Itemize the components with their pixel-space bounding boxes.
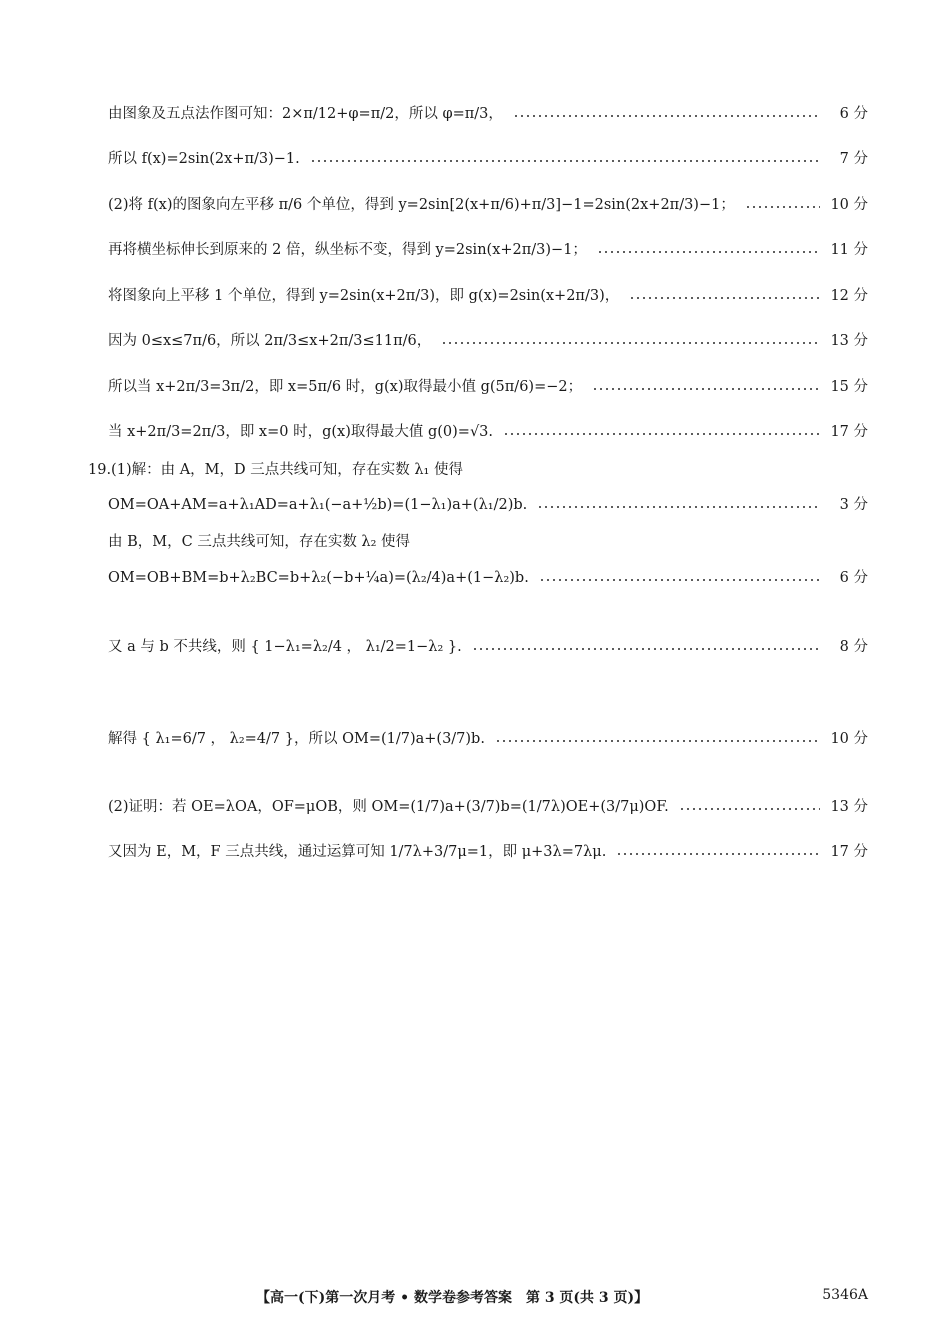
score-label: 10 分 [830,731,868,747]
q19-line-7 [108,798,868,816]
answer-text: 解得 { λ₁=6/7 ， λ₂=4/7 }，所以 OM=(1/7)a+(3/7)b. [108,731,485,747]
answer-text: 19.(1)解：由 A，M，D 三点共线可知，存在实数 λ₁ 使得 [88,462,463,478]
score-label: 10 分 [830,197,868,213]
answer-text: OM=OA+AM=a+λ₁AD=a+λ₁(−a+½b)=(1−λ₁)a+(λ₁/2)b. [108,497,528,513]
q19-line-2 [108,496,868,514]
leader-dots [679,808,820,810]
answer-text: 所以当 x+2π/3=3π/2，即 x=5π/6 时，g(x)取得最小值 g(5π/6)=−2； [108,379,583,395]
answer-text: OM=OB+BM=b+λ₂BC=b+λ₂(−b+¼a)=(λ₂/4)a+(1−λ₂)b. [108,570,529,586]
answer-line-3 [108,196,868,214]
answer-text: (2)将 f(x)的图象向左平移 π/6 个单位，得到 y=2sin[2(x+π/6)+π/3]−1=2sin(2x+2π/3)−1； [108,197,735,213]
score-label: 13 分 [830,333,868,349]
leader-dots [539,579,820,581]
leader-dots [441,342,820,344]
answer-text: 当 x+2π/3=2π/3，即 x=0 时，g(x)取得最大值 g(0)=√3. [108,424,494,440]
leader-dots [629,297,820,299]
answer-text: 由 B，M，C 三点共线可知，存在实数 λ₂ 使得 [108,534,411,550]
q19-line-5 [108,638,868,656]
score-label: 6 分 [839,106,868,122]
score-label: 3 分 [839,497,868,513]
answer-text: 因为 0≤x≤7π/6，所以 2π/3≤x+2π/3≤11π/6， [108,333,432,349]
answer-line-2 [108,150,868,168]
answer-line-4 [108,241,868,259]
score-label: 11 分 [830,242,868,258]
footer-title: 【高一(下)第一次月考 • 数学卷参考答案 第 3 页(共 3 页)】 [256,1290,649,1306]
leader-dots [537,506,820,508]
q19-line-3 [108,533,868,551]
q19-line-1 [88,461,848,479]
answer-text: 将图象向上平移 1 个单位，得到 y=2sin(x+2π/3)，即 g(x)=2sin(x+2π/3)， [108,288,620,304]
q19-line-8 [108,843,868,861]
score-label: 13 分 [830,799,868,815]
q19-line-6 [108,730,868,748]
leader-dots [616,853,820,855]
answer-text: 由图象及五点法作图可知：2×π/12+φ=π/2，所以 φ=π/3， [108,106,503,122]
answer-text: 又因为 E，M，F 三点共线，通过运算可知 1/7λ+3/7μ=1，即 μ+3λ=7λμ. [108,844,607,860]
score-label: 6 分 [839,570,868,586]
leader-dots [592,388,820,390]
answer-text: 再将横坐标伸长到原来的 2 倍，纵坐标不变，得到 y=2sin(x+2π/3)−1； [108,242,587,258]
answer-line-7 [108,378,868,396]
leader-dots [472,648,820,650]
q19-line-4 [108,569,868,587]
score-label: 17 分 [830,424,868,440]
leader-dots [310,160,820,162]
leader-dots [597,251,820,253]
answer-line-6 [108,332,868,350]
leader-dots [495,740,820,742]
answer-line-1 [108,105,868,123]
answer-line-5 [108,287,868,305]
leader-dots [503,433,820,435]
leader-dots [745,206,820,208]
footer-code: 5346A [822,1287,868,1303]
score-label: 15 分 [830,379,868,395]
score-label: 8 分 [839,639,868,655]
page-footer [0,1287,950,1307]
score-label: 7 分 [839,151,868,167]
answer-text: 又 a 与 b 不共线，则 { 1−λ₁=λ₂/4 ， λ₁/2=1−λ₂ }. [108,639,462,655]
answer-text: (2)证明：若 OE=λOA，OF=μOB，则 OM=(1/7)a+(3/7)b=(1/7λ)OE+(3/7μ)OF. [108,799,669,815]
answer-line-8 [108,423,868,441]
score-label: 12 分 [830,288,868,304]
answer-text: 所以 f(x)=2sin(2x+π/3)−1. [108,151,300,167]
leader-dots [513,115,820,117]
score-label: 17 分 [830,844,868,860]
